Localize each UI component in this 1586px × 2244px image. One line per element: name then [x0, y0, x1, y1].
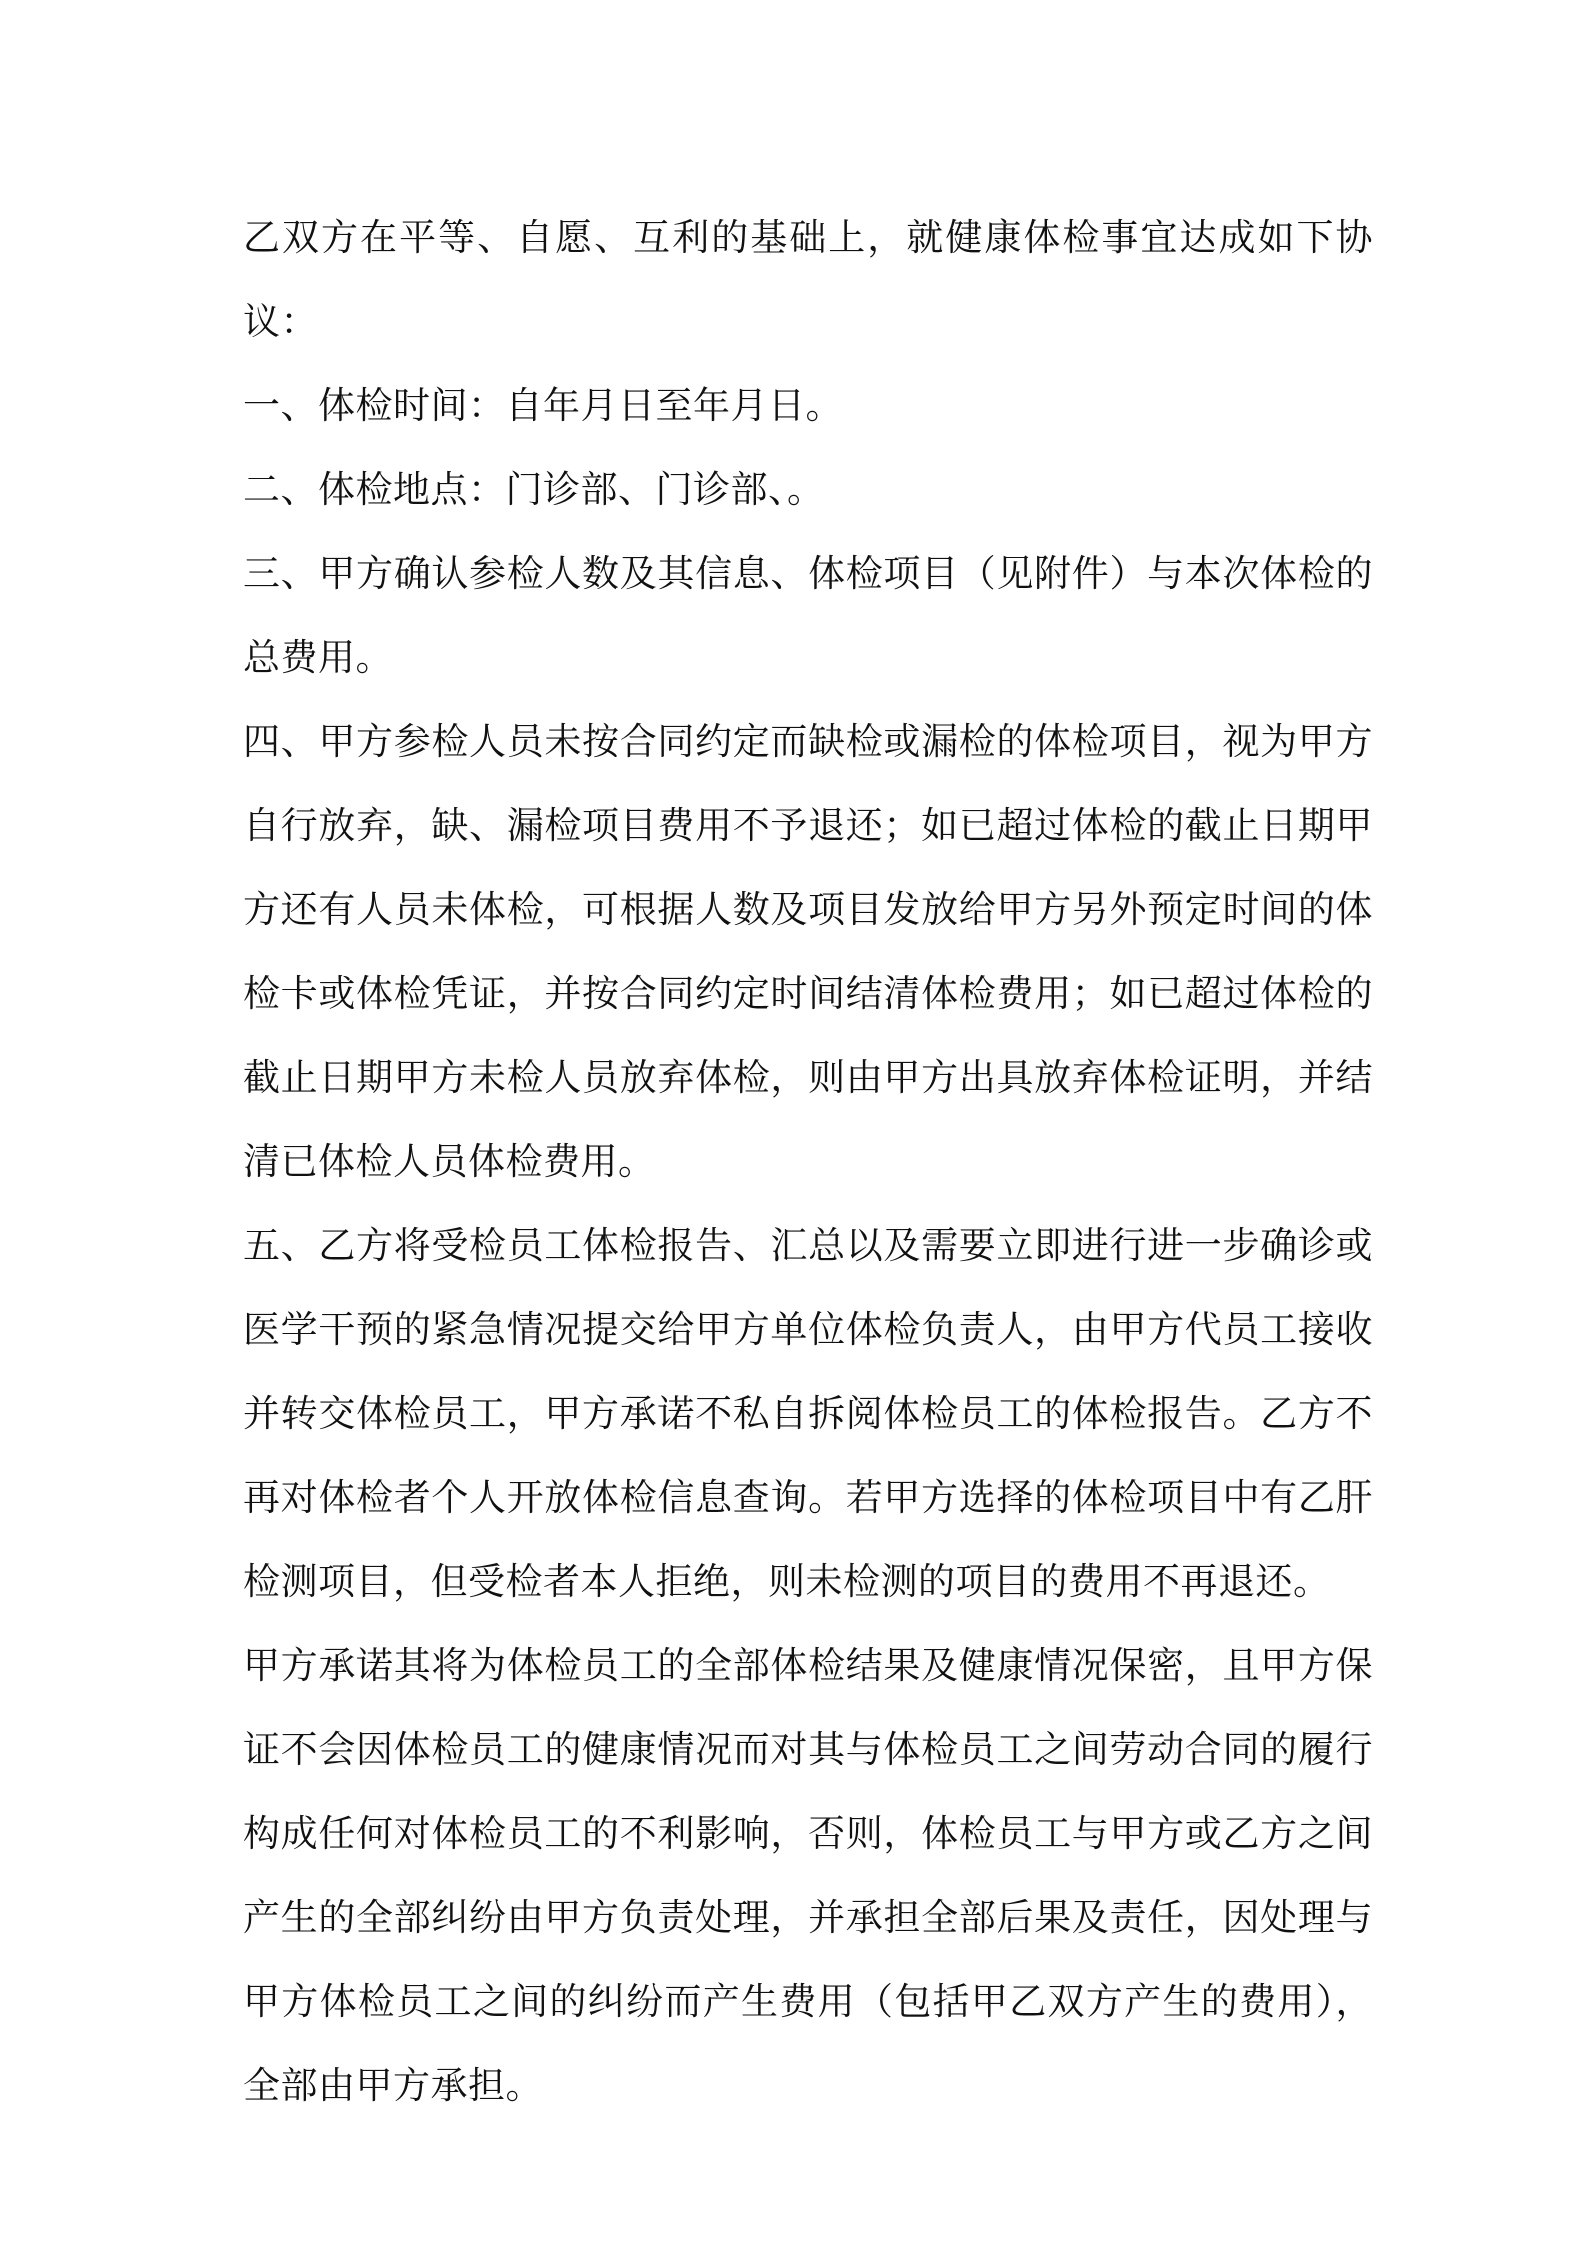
paragraph-preamble: 乙双方在平等、自愿、互利的基础上，就健康体检事宜达成如下协议： — [243, 216, 1373, 343]
document-body — [243, 196, 1373, 2128]
paragraph-clause-4-missed-items: 四、甲方参检人员未按合同约定而缺检或漏检的体检项目，视为甲方自行放弃，缺、漏检项目费用不予退还；如已超过体检的截止日期甲方还有人员未体检，可根据人数及项目发放给甲方另外预定时间的体检卡或体检凭证，并按合同约定时间结清体检费用；如已超过体检的截止日期甲方未检人员放弃体检，则由甲方出具放弃体检证明，并结清已体检人员体检费用。 — [243, 720, 1373, 1183]
paragraph-clause-3-confirmation: 三、甲方确认参检人数及其信息、体检项目（见附件）与本次体检的总费用。 — [243, 552, 1373, 679]
paragraph-clause-5-reports: 五、乙方将受检员工体检报告、汇总以及需要立即进行进一步确诊或医学干预的紧急情况提交给甲方单位体检负责人，由甲方代员工接收并转交体检员工，甲方承诺不私自拆阅体检员工的体检报告。乙方不再对体检者个人开放体检信息查询。若甲方选择的体检项目中有乙肝检测项目，但受检者本人拒绝，则未检测的项目的费用不再退还。 — [243, 1224, 1373, 1603]
paragraph-clause-2-location: 二、体检地点：门诊部、门诊部、。 — [243, 468, 825, 511]
paragraph-confidentiality: 甲方承诺其将为体检员工的全部体检结果及健康情况保密，且甲方保证不会因体检员工的健康情况而对其与体检员工之间劳动合同的履行构成任何对体检员工的不利影响，否则，体检员工与甲方或乙方之间产生的全部纠纷由甲方负责处理，并承担全部后果及责任，因处理与甲方体检员工之间的纠纷而产生费用（包括甲乙双方产生的费用），全部由甲方承担。 — [243, 1644, 1373, 2107]
paragraph-clause-1-time: 一、体检时间：自年月日至年月日。 — [243, 384, 843, 427]
